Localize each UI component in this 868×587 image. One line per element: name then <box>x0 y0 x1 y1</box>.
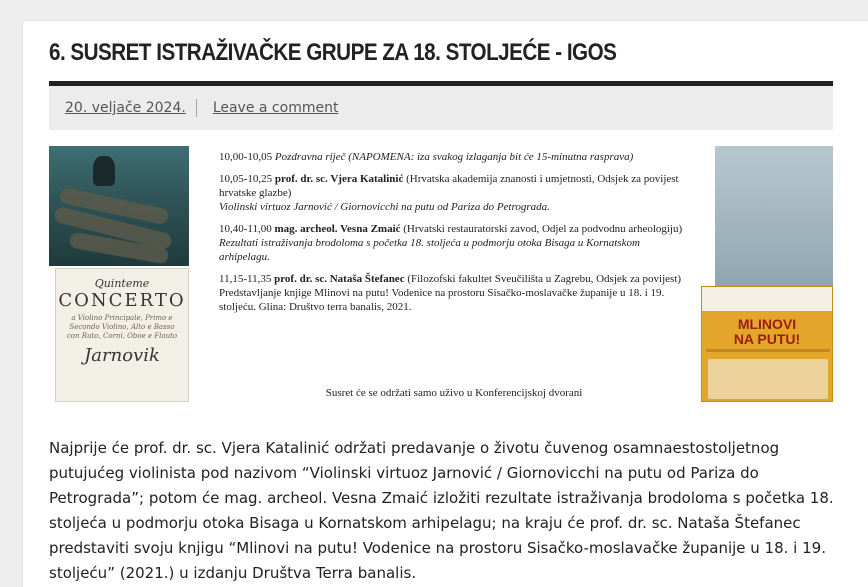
book-title-line: NA PUTU! <box>733 331 801 347</box>
score-instruments: a Violino Principale, Primo e Secondo Violino, Alto e Basso con Ruto, Corni, Oboe e Flauto <box>66 314 178 340</box>
event-program <box>219 150 689 399</box>
book-cover-header <box>702 287 832 311</box>
book-cover-title <box>702 317 832 347</box>
decorative-photo <box>715 146 833 286</box>
program-talk: Rezultati istraživanja brodoloma s početka 18. stoljeća u podmorju otoka Bisaga u Kornatskom arhipelagu. <box>219 237 640 263</box>
program-entry <box>219 222 689 264</box>
program-affiliation: (Filozofski fakultet Sveučilišta u Zagrebu, Odsjek za povijest) <box>407 273 682 285</box>
program-affiliation: (Hrvatski restauratorski zavod, Odjel za podvodnu arheologiju) <box>403 223 683 235</box>
book-cover-map <box>708 359 828 399</box>
book-subtitle-bar <box>706 349 830 352</box>
book-cover-mlinovi <box>701 286 833 402</box>
program-entry <box>219 172 689 214</box>
event-banner-image <box>49 146 833 402</box>
post-meta-bar <box>49 86 833 130</box>
book-title-line: MLINOVI <box>737 316 797 332</box>
program-entry <box>219 272 689 314</box>
program-speaker: prof. dr. sc. Vjera Katalinić <box>274 173 404 185</box>
post-body: Najprije će prof. dr. sc. Vjera Katalinić održati predavanje o životu čuvenog osamnaestostoljetnog putujućeg violinista pod nazivom “Violinski virtuoz Jarnović / Giornovicchi na putu od Pariza do Petrograda”; potom će mag. archeol. Vesna Zmaić izložiti rezultate istraživanja brodoloma s početka 18. stoljeća u podmorju otoka Bisaga u Kornatskom arhipelagu; na kraju će prof. dr. sc. Nataša Štefanec predstaviti svoju knjigu “Mlinovi na putu! Vodenice na prostoru Sisačko-moslavačke županije u 18. i 19. stoljeću” (2021.) u izdanju Društva Terra banalis. <box>49 439 834 582</box>
program-time: 11,15-11,35 <box>219 273 272 285</box>
program-time: 10,40-11,00 <box>219 223 272 235</box>
score-line: Quinteme <box>94 277 150 290</box>
program-talk: Pozdravna riječ (NAPOMENA: iza svakog izlaganja bit će 15-minutna rasprava) <box>274 151 634 163</box>
program-time: 10,00-10,05 <box>219 151 273 163</box>
program-affiliation: (Hrvatska akademija znanosti i umjetnosti, Odsjek za povijest hrvatske glazbe) <box>219 173 679 199</box>
article <box>22 20 868 587</box>
meta-separator <box>196 99 197 117</box>
leave-comment-link[interactable]: Leave a comment <box>212 100 339 116</box>
diver-figure <box>93 156 115 186</box>
program-speaker: mag. archeol. Vesna Zmaić <box>274 223 401 235</box>
program-speaker: prof. dr. sc. Nataša Štefanec <box>274 273 405 285</box>
program-time: 10,05-10,25 <box>219 173 273 185</box>
underwater-shipwreck-photo <box>49 146 189 266</box>
post-date-link[interactable]: 20. veljače 2024. <box>65 100 186 116</box>
score-title: CONCERTO <box>58 290 186 311</box>
program-talk: Violinski virtuoz Jarnović / Giornovicchi na putu od Pariza do Petrograda. <box>219 201 550 213</box>
program-entry <box>219 150 689 164</box>
program-talk: Predstavljanje knjige Mlinovi na putu! Vodenice na prostoru Sisačko-moslavačke županije u 18. i 19. stoljeću. Glina: Društvo terra banalis, 2021. <box>219 287 665 313</box>
post-title: 6. SUSRET ISTRAŽIVAČKE GRUPE ZA 18. STOLJEĆE - IGOS <box>49 39 617 66</box>
score-composer: Jarnovik <box>84 345 160 366</box>
jarnovic-score-title-page <box>55 268 189 402</box>
program-note: Susret će se održati samo uživo u Konferencijskoj dvorani <box>325 387 583 399</box>
